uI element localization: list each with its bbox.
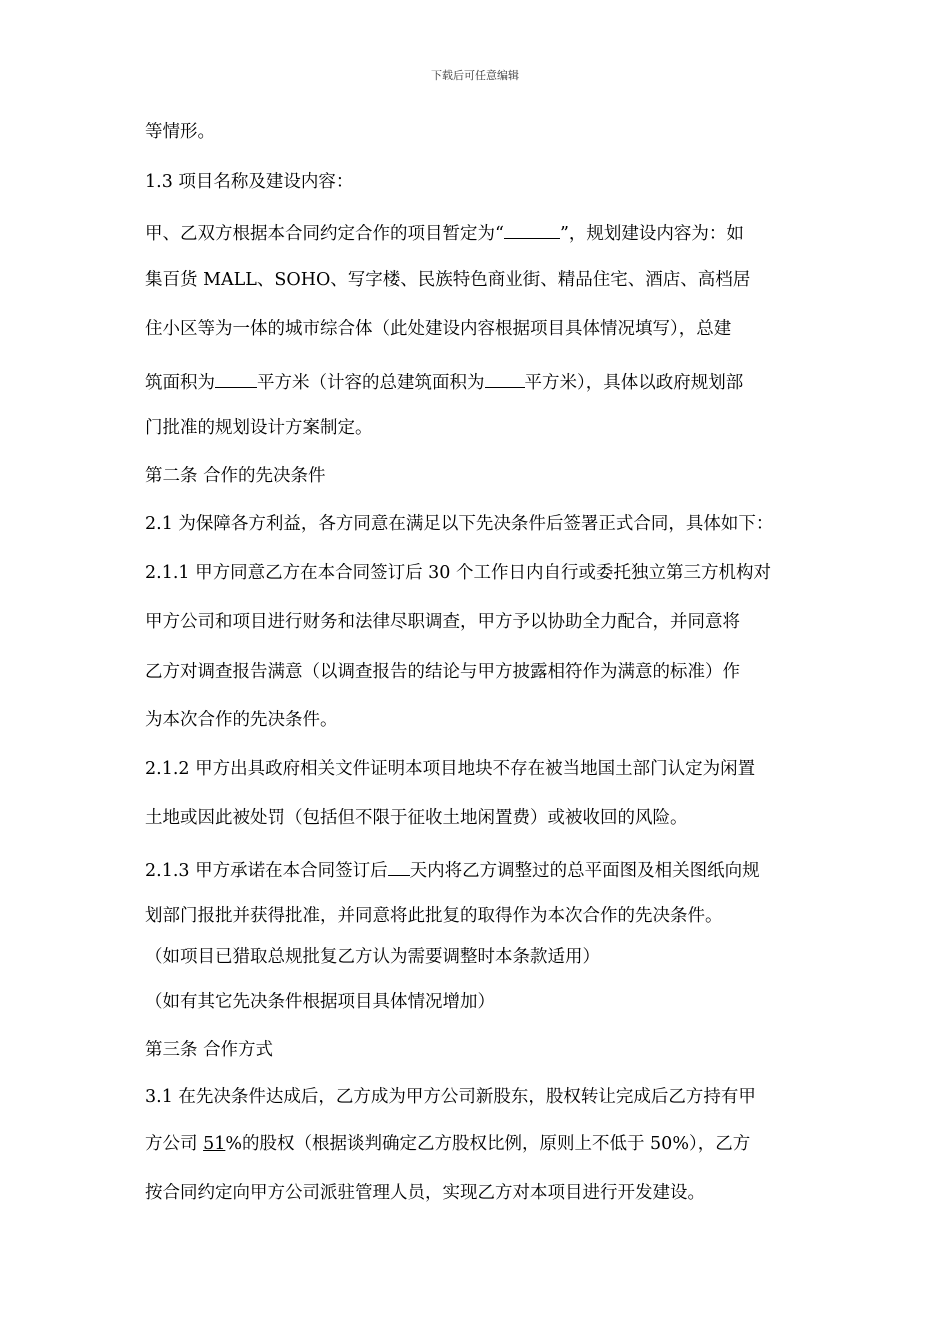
paragraph-line: 甲、乙双方根据本合同约定合作的项目暂定为“ ”，规划建设内容为：如 [145, 218, 744, 242]
share-percentage: 51 [203, 1134, 226, 1154]
paragraph-line: 2.1.3 甲方承诺在本合同签订后 天内将乙方调整过的总平面图及相关图纸向规 [145, 855, 760, 879]
paragraph-line: 方公司 51%的股权（根据谈判确定乙方股权比例，原则上不低于 50%），乙方 [145, 1134, 751, 1154]
paragraph-line: 3.1 在先决条件达成后，乙方成为甲方公司新股东，股权转让完成后乙方持有甲 [145, 1087, 756, 1107]
paragraph-line: 等情形。 [145, 122, 215, 142]
paragraph-line: 2.1 为保障各方利益，各方同意在满足以下先决条件后签署正式合同，具体如下： [145, 514, 774, 534]
section-heading-1-3: 1.3 项目名称及建设内容： [145, 172, 354, 192]
article-heading-3: 第三条 合作方式 [145, 1040, 274, 1060]
paragraph-line: 2.1.1 甲方同意乙方在本合同签订后 30 个工作日内自行或委托独立第三方机构对 [145, 563, 771, 583]
paragraph-line: 门批准的规划设计方案制定。 [145, 418, 373, 438]
paragraph-line: 为本次合作的先决条件。 [145, 710, 338, 730]
paragraph-line: 按合同约定向甲方公司派驻管理人员，实现乙方对本项目进行开发建设。 [145, 1183, 705, 1203]
paragraph-line: 住小区等为一体的城市综合体（此处建设内容根据项目具体情况填写），总建 [145, 319, 732, 339]
blank-days [388, 855, 410, 876]
paragraph-note: （如项目已猎取总规批复乙方认为需要调整时本条款适用） [145, 947, 600, 967]
paragraph-line: 集百货 MALL、SOHO、写字楼、民族特色商业街、精品住宅、酒店、高档居 [145, 270, 751, 290]
paragraph-line: 土地或因此被处罚（包括但不限于征收土地闲置费）或被收回的风险。 [145, 808, 688, 828]
blank-project-name [504, 218, 560, 239]
paragraph-line: 筑面积为 平方米（计容的总建筑面积为 平方米），具体以政府规划部 [145, 367, 743, 391]
article-heading-2: 第二条 合作的先决条件 [145, 466, 326, 486]
paragraph-note: （如有其它先决条件根据项目具体情况增加） [145, 992, 495, 1012]
paragraph-line: 乙方对调查报告满意（以调查报告的结论与甲方披露相符作为满意的标准）作 [145, 662, 740, 682]
page-header: 下载后可任意编辑 [431, 69, 519, 82]
blank-plot-area [485, 367, 525, 388]
paragraph-line: 甲方公司和项目进行财务和法律尽职调查，甲方予以协助全力配合，并同意将 [145, 612, 740, 632]
paragraph-line: 2.1.2 甲方出具政府相关文件证明本项目地块不存在被当地国土部门认定为闲置 [145, 759, 756, 779]
blank-total-area [215, 367, 257, 388]
paragraph-line: 划部门报批并获得批准，并同意将此批复的取得作为本次合作的先决条件。 [145, 906, 723, 926]
